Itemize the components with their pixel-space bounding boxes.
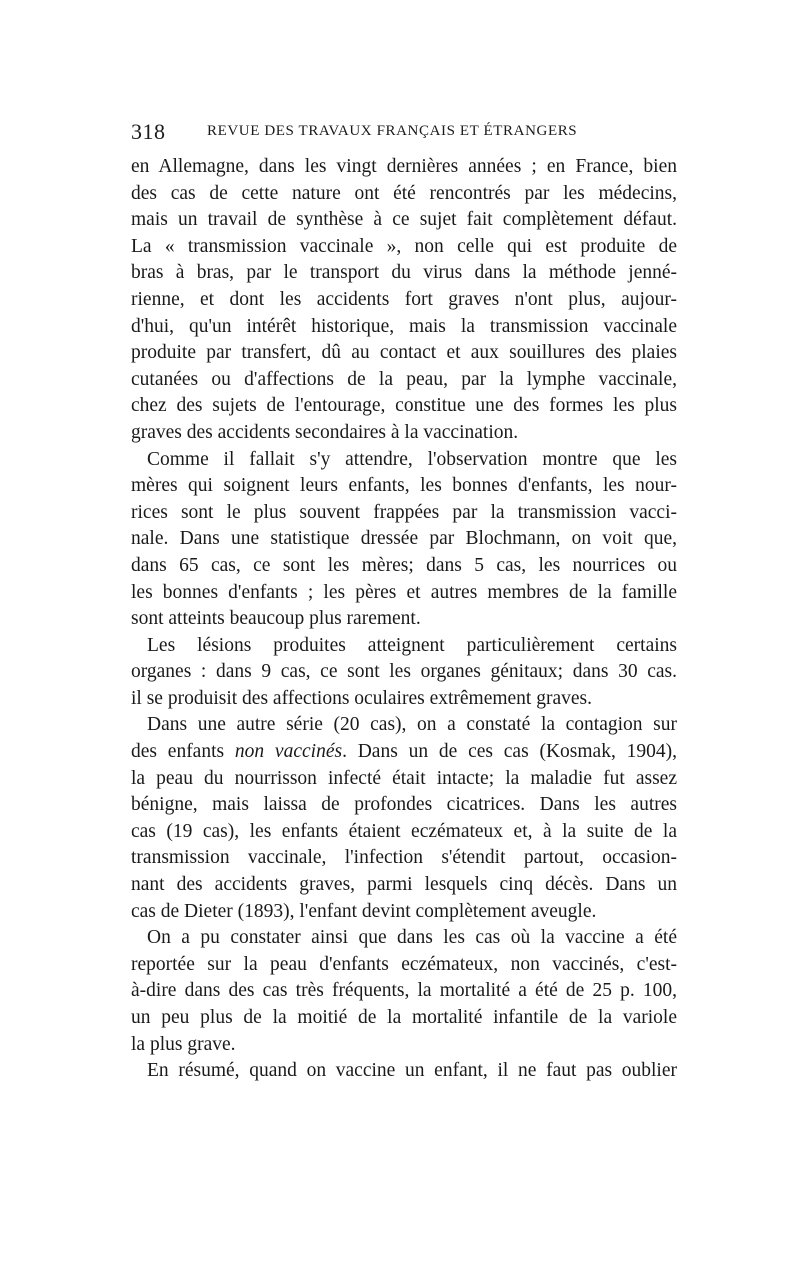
text-line: cas de Dieter (1893), l'enfant devint complètement aveugle.: [131, 900, 597, 922]
text-line: la peau du nourrisson infecté était intacte; la maladie fut assez: [131, 767, 677, 789]
text-line: transmission vaccinale, l'infection s'étendit partout, occasion-: [131, 847, 677, 869]
text-line: organes : dans 9 cas, ce sont les organes génitaux; dans 30 cas.: [131, 661, 677, 683]
text-line: On a pu constater ainsi que dans les cas où la vaccine a été: [147, 927, 677, 949]
text-line: en Allemagne, dans les vingt dernières années ; en France, bien: [131, 156, 677, 177]
text-line: rices sont le plus souvent frappées par la transmission vacci-: [131, 501, 677, 523]
text-line: La « transmission vaccinale », non celle qui est produite de: [131, 235, 677, 257]
text-line: Les lésions produites atteignent particulièrement certains: [147, 634, 677, 656]
text-segment: des enfants: [131, 741, 235, 763]
text-segment: . Dans un de ces cas (Kosmak, 1904),: [342, 741, 677, 763]
page-header: [131, 119, 677, 145]
text-line: des cas de cette nature ont été rencontrés par les médecins,: [131, 182, 677, 204]
text-line: sont atteints beaucoup plus rarement.: [131, 608, 421, 630]
text-line: mais un travail de synthèse à ce sujet fait complètement défaut.: [131, 209, 677, 231]
text-line: les bonnes d'enfants ; les pères et autres membres de la famille: [131, 581, 677, 603]
text-line: bénigne, mais laissa de profondes cicatrices. Dans les autres: [131, 794, 677, 816]
page-number: 318: [131, 119, 166, 144]
text-line: rienne, et dont les accidents fort graves n'ont plus, aujour-: [131, 288, 677, 310]
text-line: Dans une autre série (20 cas), on a constaté la contagion sur: [147, 714, 677, 736]
text-line: nant des accidents graves, parmi lesquels cinq décès. Dans un: [131, 874, 677, 896]
text-line: dans 65 cas, ce sont les mères; dans 5 cas, les nourrices ou: [131, 554, 677, 576]
text-line: à-dire dans des cas très fréquents, la mortalité a été de 25 p. 100,: [131, 980, 677, 1002]
text-line: mères qui soignent leurs enfants, les bonnes d'enfants, les nour-: [131, 475, 677, 497]
text-line: produite par transfert, dû au contact et aux souillures des plaies: [131, 342, 677, 364]
running-head: REVUE DES TRAVAUX FRANÇAIS ET ÉTRANGERS: [207, 123, 578, 139]
text-line: un peu plus de la moitié de la mortalité infantile de la variole: [131, 1007, 677, 1028]
text-line: bras à bras, par le transport du virus dans la méthode jenné-: [131, 262, 677, 284]
italic-term: non vaccinés: [234, 741, 343, 763]
text-line: d'hui, qu'un intérêt historique, mais la transmission vaccinale: [131, 315, 677, 337]
text-line: nale. Dans une statistique dressée par Blochmann, on voit que,: [131, 528, 677, 550]
text-line: [131, 739, 677, 766]
text-line: reportée sur la peau d'enfants eczémateux, non vaccinés, c'est-: [131, 953, 677, 975]
text-line: il se produisit des affections oculaires extrêmement graves.: [131, 687, 592, 709]
text-line: cutanées ou d'affections de la peau, par la lymphe vaccinale,: [131, 368, 677, 390]
text-line: Comme il fallait s'y attendre, l'observation montre que les: [147, 448, 677, 470]
body-text: [131, 154, 677, 1085]
text-line: En résumé, quand on vaccine un enfant, il ne faut pas oublier: [147, 1060, 677, 1082]
text-line: chez des sujets de l'entourage, constitue une des formes les plus: [131, 395, 677, 417]
text-line: graves des accidents secondaires à la vaccination.: [131, 421, 519, 443]
text-line: cas (19 cas), les enfants étaient eczémateux et, à la suite de la: [131, 820, 677, 842]
text-line: la plus grave.: [131, 1033, 236, 1055]
